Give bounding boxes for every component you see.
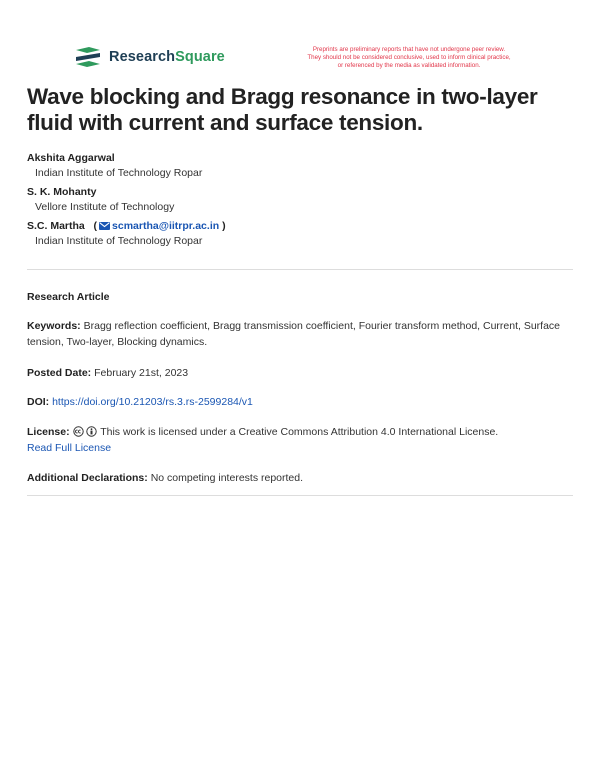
- read-full-license-link[interactable]: Read Full License: [27, 442, 112, 454]
- author-name: S. K. Mohanty: [27, 186, 97, 198]
- divider: [27, 495, 573, 496]
- preprint-disclaimer: [271, 46, 547, 70]
- author-affiliation: Indian Institute of Technology Ropar: [35, 167, 203, 179]
- author-list: [27, 152, 567, 248]
- corresponding-author: S.C. Martha ( scmartha@iitrpr.ac.in ): [27, 220, 226, 232]
- header: [74, 46, 544, 76]
- logo-wordmark: ResearchSquare: [109, 49, 225, 65]
- license-label: License:: [27, 426, 70, 438]
- declarations-label: Additional Declarations:: [27, 472, 148, 484]
- divider: [27, 269, 573, 270]
- disclaimer-line: Preprints are preliminary reports that have not undergone peer review.: [312, 46, 506, 53]
- keywords: [27, 318, 573, 350]
- paper-title: Wave blocking and Bragg resonance in two-layer fluid with current and surface tension.: [27, 84, 538, 135]
- keywords-label: Keywords:: [27, 320, 81, 332]
- disclaimer-line: They should not be considered conclusive, used to inform clinical practice,: [307, 54, 511, 61]
- license: [27, 424, 573, 456]
- attribution-icon: [86, 426, 97, 437]
- posted-date: [27, 365, 573, 381]
- author-name: Akshita Aggarwal: [27, 152, 115, 164]
- doi-label: DOI:: [27, 396, 50, 408]
- doi: [27, 394, 573, 410]
- author-email-link[interactable]: scmartha@iitrpr.ac.in: [112, 220, 220, 232]
- posted-date-value: February 21st, 2023: [94, 367, 189, 379]
- article-type: Research Article: [27, 291, 110, 303]
- author-affiliation: Indian Institute of Technology Ropar: [35, 235, 203, 247]
- doi-link[interactable]: https://doi.org/10.21203/rs.3.rs-2599284/v1: [52, 396, 253, 408]
- keywords-value: Bragg reflection coefficient, Bragg transmission coefficient, Fourier transform method, Current, Surface tension, Two-layer, Blocking dynamics.: [27, 320, 561, 348]
- author-name: S.C. Martha: [27, 220, 85, 232]
- disclaimer-line: or referenced by the media as validated information.: [337, 62, 481, 69]
- license-text: This work is licensed under a Creative Commons Attribution 4.0 International License.: [100, 426, 499, 438]
- research-square-logo-icon: [74, 46, 102, 68]
- additional-declarations: [27, 470, 573, 486]
- mail-icon: [99, 222, 110, 230]
- declarations-value: No competing interests reported.: [150, 472, 304, 484]
- posted-date-label: Posted Date:: [27, 367, 92, 379]
- research-square-logo[interactable]: [74, 46, 225, 68]
- creative-commons-icon: [73, 426, 84, 437]
- author-affiliation: Vellore Institute of Technology: [35, 201, 175, 213]
